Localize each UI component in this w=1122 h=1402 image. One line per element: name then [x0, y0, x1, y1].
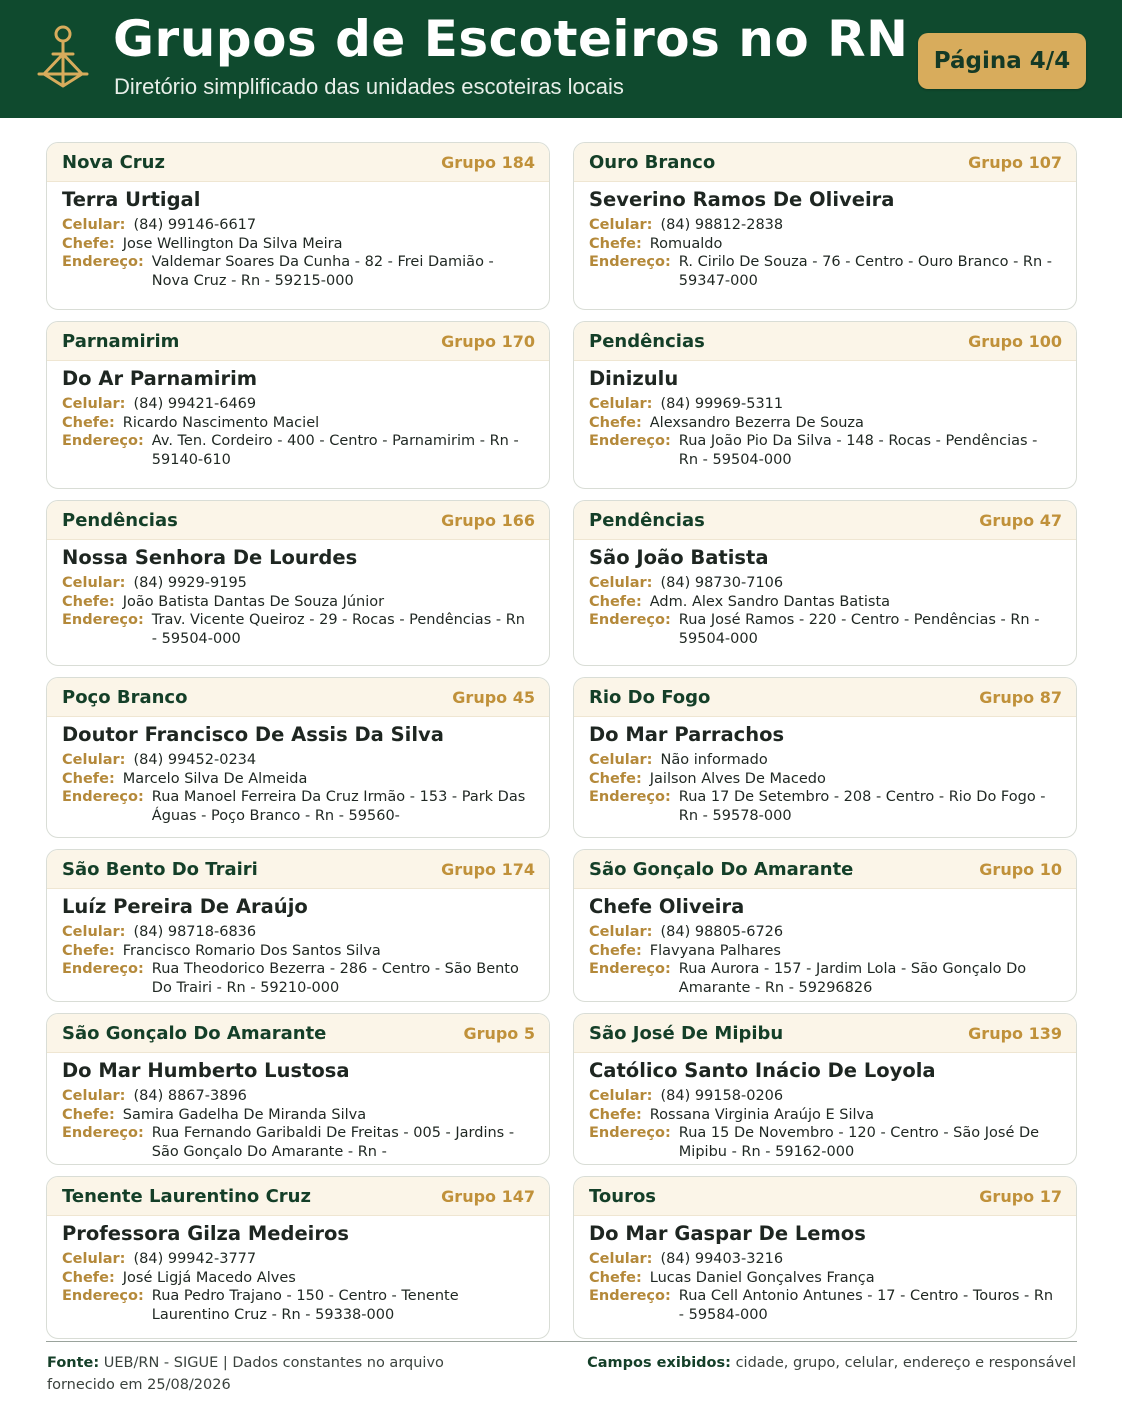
card-group-number: Grupo 174 — [441, 859, 535, 879]
endereco-label: Endereço: — [589, 254, 671, 270]
card-city: Touros — [589, 1185, 657, 1207]
endereco-label: Endereço: — [62, 961, 144, 977]
footer-source — [47, 1352, 467, 1396]
card-group-name: Católico Santo Inácio De Loyola — [589, 1059, 936, 1082]
chefe-label: Chefe: — [62, 593, 115, 610]
group-card — [573, 321, 1077, 489]
chefe-label: Chefe: — [62, 1269, 115, 1286]
endereco-value: Rua 15 De Novembro - 120 - Centro - São José De Mipibu - Rn - 59162-000 — [678, 1125, 1040, 1160]
group-card — [46, 1176, 550, 1339]
fields-text: cidade, grupo, celular, endereço e responsável — [735, 1355, 1076, 1371]
endereco-value: R. Cirilo De Souza - 76 - Centro - Ouro Branco - Rn - 59347-000 — [678, 254, 1053, 289]
endereco-value: Rua José Ramos - 220 - Centro - Pendências - Rn - 59504-000 — [678, 612, 1040, 647]
card-header — [574, 1014, 1076, 1053]
group-cards-grid — [46, 142, 1077, 1339]
card-header — [574, 850, 1076, 889]
celular-label: Celular: — [62, 752, 126, 768]
chefe-value: Jailson Alves De Macedo — [649, 770, 826, 787]
footer-divider — [46, 1341, 1077, 1342]
card-header — [574, 501, 1076, 540]
chefe-label: Chefe: — [589, 414, 642, 431]
celular-value: (84) 98730-7106 — [660, 575, 784, 591]
chefe-value: Francisco Romario Dos Santos Silva — [122, 942, 381, 959]
endereco-value: Av. Ten. Cordeiro - 400 - Centro - Parnamirim - Rn - 59140-610 — [151, 433, 519, 468]
celular-label: Celular: — [589, 575, 653, 591]
celular-label: Celular: — [62, 575, 126, 591]
card-city: Nova Cruz — [62, 151, 165, 173]
celular-label: Celular: — [589, 217, 653, 233]
celular-value: (84) 8867-3896 — [133, 1088, 247, 1104]
page-subtitle: Diretório simplificado das unidades escoteiras locais — [114, 74, 624, 99]
card-group-name: Do Mar Humberto Lustosa — [62, 1059, 350, 1082]
chefe-label: Chefe: — [589, 235, 642, 252]
celular-value: (84) 99969-5311 — [660, 396, 784, 412]
group-card — [46, 1013, 550, 1165]
card-group-number: Grupo 47 — [979, 510, 1062, 530]
celular-label: Celular: — [62, 217, 126, 233]
celular-label: Celular: — [62, 924, 126, 940]
card-header — [47, 1014, 549, 1053]
card-city: Ouro Branco — [589, 151, 716, 173]
endereco-label: Endereço: — [62, 1288, 144, 1304]
card-group-number: Grupo 107 — [968, 152, 1062, 172]
card-city: Parnamirim — [62, 330, 180, 352]
card-group-number: Grupo 139 — [968, 1023, 1062, 1043]
card-group-number: Grupo 166 — [441, 510, 535, 530]
card-city: Tenente Laurentino Cruz — [62, 1185, 311, 1207]
card-group-name: Chefe Oliveira — [589, 895, 745, 918]
card-group-number: Grupo 184 — [441, 152, 535, 172]
endereco-value: Rua João Pio Da Silva - 148 - Rocas - Pendências - Rn - 59504-000 — [678, 433, 1038, 468]
page-title: Grupos de Escoteiros no RN — [113, 10, 909, 68]
card-group-name: Nossa Senhora De Lourdes — [62, 546, 358, 569]
card-group-name: Dinizulu — [589, 367, 679, 390]
chefe-label: Chefe: — [589, 942, 642, 959]
chefe-value: Adm. Alex Sandro Dantas Batista — [649, 593, 891, 610]
endereco-value: Valdemar Soares Da Cunha - 82 - Frei Damião - Nova Cruz - Rn - 59215-000 — [151, 254, 494, 289]
card-city: Poço Branco — [62, 686, 188, 708]
endereco-label: Endereço: — [62, 254, 144, 270]
card-header — [47, 678, 549, 717]
endereco-value: Rua Pedro Trajano - 150 - Centro - Tenente Laurentino Cruz - Rn - 59338-000 — [151, 1288, 459, 1323]
card-header — [47, 1177, 549, 1216]
endereco-label: Endereço: — [62, 612, 144, 628]
group-card — [46, 677, 550, 838]
card-group-name: Do Mar Gaspar De Lemos — [589, 1222, 866, 1245]
card-city: São José De Mipibu — [589, 1022, 784, 1044]
card-group-number: Grupo 45 — [452, 687, 535, 707]
footer-fields — [587, 1355, 1076, 1371]
card-group-number: Grupo 87 — [979, 687, 1062, 707]
celular-value: (84) 98718-6836 — [133, 924, 257, 940]
group-card — [46, 500, 550, 666]
group-card — [573, 849, 1077, 1002]
card-header — [47, 501, 549, 540]
chefe-value: João Batista Dantas De Souza Júnior — [122, 593, 385, 610]
chefe-label: Chefe: — [62, 1106, 115, 1123]
card-header — [574, 143, 1076, 182]
celular-value: (84) 99942-3777 — [133, 1251, 257, 1267]
endereco-label: Endereço: — [589, 1288, 671, 1304]
card-header — [574, 678, 1076, 717]
page-header — [0, 0, 1122, 118]
endereco-label: Endereço: — [589, 433, 671, 449]
fleur-de-lis-icon — [36, 24, 90, 90]
celular-value: (84) 9929-9195 — [133, 575, 247, 591]
group-card — [573, 142, 1077, 310]
celular-label: Celular: — [589, 396, 653, 412]
endereco-value: Rua Cell Antonio Antunes - 17 - Centro - Touros - Rn - 59584-000 — [678, 1288, 1054, 1323]
card-city: São Gonçalo Do Amarante — [62, 1022, 327, 1044]
card-city: Pendências — [589, 330, 705, 352]
card-city: São Bento Do Trairi — [62, 858, 258, 880]
endereco-label: Endereço: — [62, 789, 144, 805]
celular-value: (84) 98805-6726 — [660, 924, 784, 940]
source-label: Fonte: — [47, 1355, 100, 1371]
chefe-label: Chefe: — [62, 414, 115, 431]
card-header — [574, 322, 1076, 361]
fields-label: Campos exibidos: — [587, 1355, 731, 1371]
celular-label: Celular: — [589, 752, 653, 768]
card-group-number: Grupo 100 — [968, 331, 1062, 351]
group-card — [46, 849, 550, 1002]
chefe-value: Jose Wellington Da Silva Meira — [122, 235, 343, 252]
celular-label: Celular: — [62, 1251, 126, 1267]
chefe-value: Marcelo Silva De Almeida — [122, 770, 308, 787]
card-header — [47, 850, 549, 889]
chefe-label: Chefe: — [62, 942, 115, 959]
card-group-name: São João Batista — [589, 546, 769, 569]
card-group-number: Grupo 147 — [441, 1186, 535, 1206]
card-city: Pendências — [589, 509, 705, 531]
endereco-label: Endereço: — [62, 433, 144, 449]
chefe-value: Samira Gadelha De Miranda Silva — [122, 1106, 367, 1123]
celular-label: Celular: — [62, 396, 126, 412]
chefe-label: Chefe: — [589, 1269, 642, 1286]
card-group-name: Luíz Pereira De Araújo — [62, 895, 308, 918]
card-group-name: Terra Urtigal — [62, 188, 201, 211]
chefe-label: Chefe: — [62, 235, 115, 252]
endereco-value: Trav. Vicente Queiroz - 29 - Rocas - Pendências - Rn - 59504-000 — [151, 612, 525, 647]
group-card — [573, 1176, 1077, 1339]
celular-label: Celular: — [62, 1088, 126, 1104]
page-number-badge: Página 4/4 — [918, 33, 1086, 89]
endereco-value: Rua Theodorico Bezerra - 286 - Centro - São Bento Do Trairi - Rn - 59210-000 — [151, 961, 519, 996]
endereco-value: Rua Fernando Garibaldi De Freitas - 005 - Jardins - São Gonçalo Do Amarante - Rn - — [151, 1125, 515, 1160]
card-group-name: Severino Ramos De Oliveira — [589, 188, 895, 211]
chefe-label: Chefe: — [589, 593, 642, 610]
group-card — [573, 500, 1077, 666]
chefe-label: Chefe: — [589, 770, 642, 787]
celular-value: Não informado — [660, 752, 768, 768]
celular-label: Celular: — [589, 1088, 653, 1104]
card-group-name: Professora Gilza Medeiros — [62, 1222, 349, 1245]
endereco-value: Rua Manoel Ferreira Da Cruz Irmão - 153 - Park Das Águas - Poço Branco - Rn - 59560- — [151, 789, 526, 824]
endereco-label: Endereço: — [589, 789, 671, 805]
endereco-label: Endereço: — [589, 961, 671, 977]
celular-value: (84) 99403-3216 — [660, 1251, 784, 1267]
chefe-label: Chefe: — [589, 1106, 642, 1123]
celular-value: (84) 99158-0206 — [660, 1088, 784, 1104]
group-card — [46, 321, 550, 489]
chefe-value: Romualdo — [649, 235, 723, 252]
card-city: Pendências — [62, 509, 178, 531]
card-group-name: Do Ar Parnamirim — [62, 367, 258, 390]
endereco-label: Endereço: — [589, 612, 671, 628]
card-group-name: Do Mar Parrachos — [589, 723, 785, 746]
endereco-value: Rua Aurora - 157 - Jardim Lola - São Gonçalo Do Amarante - Rn - 59296826 — [678, 961, 1027, 996]
chefe-value: José Ligjá Macedo Alves — [122, 1269, 296, 1286]
card-header — [574, 1177, 1076, 1216]
group-card — [573, 1013, 1077, 1165]
chefe-value: Lucas Daniel Gonçalves França — [649, 1269, 875, 1286]
chefe-value: Flavyana Palhares — [649, 942, 781, 959]
card-group-name: Doutor Francisco De Assis Da Silva — [62, 723, 444, 746]
endereco-label: Endereço: — [62, 1125, 144, 1141]
chefe-label: Chefe: — [62, 770, 115, 787]
group-card — [573, 677, 1077, 838]
card-city: São Gonçalo Do Amarante — [589, 858, 854, 880]
card-header — [47, 143, 549, 182]
celular-value: (84) 99421-6469 — [133, 396, 257, 412]
celular-value: (84) 99146-6617 — [133, 217, 257, 233]
card-header — [47, 322, 549, 361]
chefe-value: Alexsandro Bezerra De Souza — [649, 414, 864, 431]
group-card — [46, 142, 550, 310]
celular-value: (84) 98812-2838 — [660, 217, 784, 233]
celular-label: Celular: — [589, 924, 653, 940]
card-group-number: Grupo 5 — [463, 1023, 535, 1043]
celular-value: (84) 99452-0234 — [133, 752, 257, 768]
endereco-value: Rua 17 De Setembro - 208 - Centro - Rio Do Fogo - Rn - 59578-000 — [678, 789, 1046, 824]
chefe-value: Ricardo Nascimento Maciel — [122, 414, 320, 431]
card-group-number: Grupo 170 — [441, 331, 535, 351]
card-group-number: Grupo 17 — [979, 1186, 1062, 1206]
endereco-label: Endereço: — [589, 1125, 671, 1141]
card-group-number: Grupo 10 — [979, 859, 1062, 879]
card-city: Rio Do Fogo — [589, 686, 711, 708]
celular-label: Celular: — [589, 1251, 653, 1267]
source-text: UEB/RN - SIGUE | Dados constantes no arquivo fornecido em 25/08/2026 — [47, 1355, 444, 1393]
chefe-value: Rossana Virginia Araújo E Silva — [649, 1106, 874, 1123]
